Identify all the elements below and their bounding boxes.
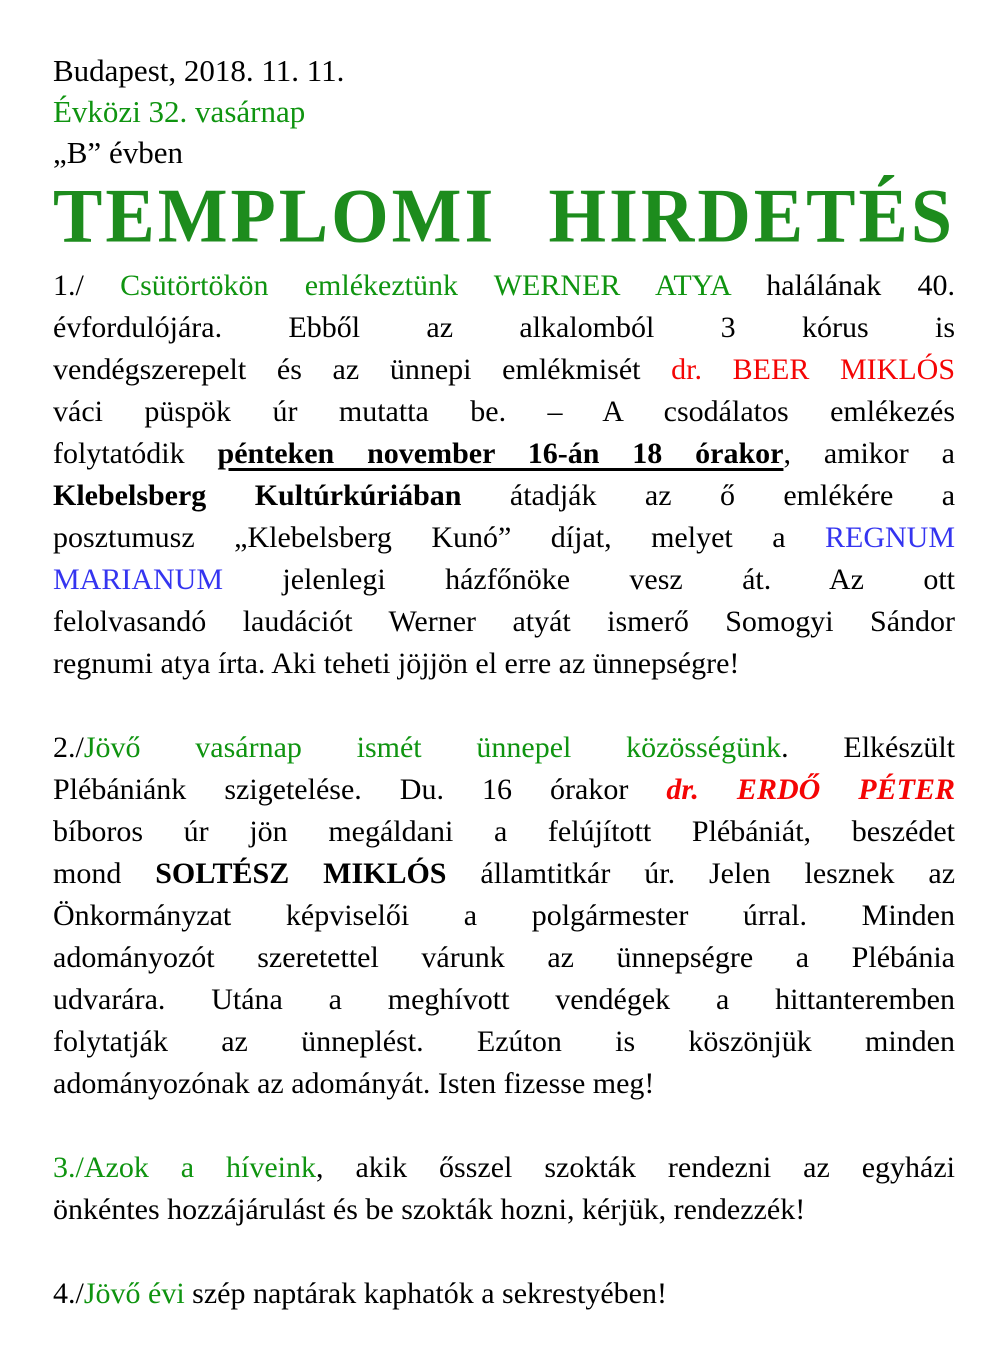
text-line xyxy=(53,1273,955,1315)
text-segment-black: 2./ xyxy=(53,731,84,764)
text-line xyxy=(53,265,955,307)
text-segment-black: 4./ xyxy=(53,1277,84,1310)
text-segment-boldul: pénteken november 16-án 18 órakor xyxy=(217,437,784,470)
text-line xyxy=(53,517,955,559)
text-line xyxy=(53,979,955,1021)
text-line xyxy=(53,559,955,601)
text-line xyxy=(53,1147,955,1189)
text-segment-black: folytatják az ünneplést. Ezúton is köszönjük minden xyxy=(53,1025,955,1058)
text-line xyxy=(53,391,955,433)
text-line xyxy=(53,433,955,475)
text-segment-black: adományozónak az adományát. Isten fizesse meg! xyxy=(53,1067,655,1100)
text-line xyxy=(53,727,955,769)
text-line xyxy=(53,895,955,937)
text-line xyxy=(53,601,955,643)
text-segment-black: önkéntes hozzájárulást és be szokták hozni, kérjük, rendezzék! xyxy=(53,1193,806,1226)
text-segment-green: Csütörtökön emlékeztünk WERNER ATYA xyxy=(120,269,731,302)
document-header xyxy=(53,50,955,173)
text-segment-black: átadják az ő emlékére a xyxy=(461,479,956,512)
text-line xyxy=(53,1063,955,1105)
page-title: TEMPLOMI HIRDETÉS xyxy=(53,174,955,260)
text-segment-red: dr. BEER MIKLÓS xyxy=(671,353,956,386)
text-line xyxy=(53,643,955,685)
text-segment-black: regnumi atya írta. Aki teheti jöjjön el erre az ünnepségre! xyxy=(53,647,740,680)
text-segment-black: folytatódik xyxy=(53,437,218,470)
text-segment-green: Jövő évi xyxy=(83,1277,185,1310)
text-line xyxy=(53,811,955,853)
text-line xyxy=(53,769,955,811)
paragraph xyxy=(53,1273,955,1315)
text-segment-black: , akik ősszel szokták rendezni az egyházi xyxy=(316,1151,955,1184)
text-segment-black: Önkormányzat képviselői a polgármester úrral. Minden xyxy=(53,899,955,932)
text-line xyxy=(53,475,955,517)
text-segment-green: 3./Azok a híveink xyxy=(53,1151,317,1184)
text-segment-bold: SOLTÉSZ MIKLÓS xyxy=(155,857,447,890)
text-segment-redbi: dr. ERDŐ PÉTER xyxy=(666,773,955,806)
text-segment-black: felolvasandó laudációt Werner atyát ismerő Somogyi Sándor xyxy=(53,605,955,638)
paragraph xyxy=(53,265,955,685)
paragraph xyxy=(53,1147,955,1231)
text-segment-black: bíboros úr jön megáldani a felújított Plébániát, beszédet xyxy=(53,815,955,848)
text-segment-blue: MARIANUM xyxy=(53,563,224,596)
text-segment-black: vendégszerepelt és az ünnepi emlékmisét xyxy=(53,353,672,386)
text-segment-green: Jövő vasárnap ismét ünnepel közösségünk xyxy=(83,731,782,764)
text-segment-black: posztumusz „Klebelsberg Kunó” díjat, melyet a xyxy=(53,521,825,554)
text-segment-blue: REGNUM xyxy=(824,521,955,554)
text-segment-bold: Klebelsberg Kultúrkúriában xyxy=(53,479,462,512)
text-line xyxy=(53,1021,955,1063)
text-segment-black: jelenlegi házfőnöke vesz át. Az ott xyxy=(223,563,955,596)
text-segment-black: évfordulójára. Ebből az alkalomból 3 kórus is xyxy=(53,311,955,344)
liturgical-day-line: Évközi 32. vasárnap xyxy=(53,94,306,129)
document-body xyxy=(53,265,955,1315)
text-segment-black: . Elkészült xyxy=(781,731,956,764)
text-segment-black: halálának 40. xyxy=(730,269,955,302)
text-segment-black: mond xyxy=(53,857,156,890)
text-segment-black: 1./ xyxy=(53,269,121,302)
text-line xyxy=(53,349,955,391)
text-segment-black: váci püspök úr mutatta be. – A csodálatos emlékezés xyxy=(53,395,955,428)
text-line xyxy=(53,937,955,979)
text-line xyxy=(53,853,955,895)
text-segment-black: , amikor a xyxy=(783,437,955,470)
text-line xyxy=(53,1189,955,1231)
text-segment-black: államtitkár úr. Jelen lesznek az xyxy=(446,857,956,890)
date-line: Budapest, 2018. 11. 11. xyxy=(53,53,345,88)
text-line xyxy=(53,307,955,349)
text-segment-black: Plébániánk szigetelése. Du. 16 órakor xyxy=(53,773,667,806)
text-segment-black: adományozót szeretettel várunk az ünnepségre a Plébánia xyxy=(53,941,955,974)
text-segment-black: udvarára. Utána a meghívott vendégek a hittanteremben xyxy=(53,983,955,1016)
text-segment-black: szép naptárak kaphatók a sekrestyében! xyxy=(184,1277,667,1310)
paragraph xyxy=(53,727,955,1105)
liturgical-year-line: „B” évben xyxy=(53,135,183,170)
